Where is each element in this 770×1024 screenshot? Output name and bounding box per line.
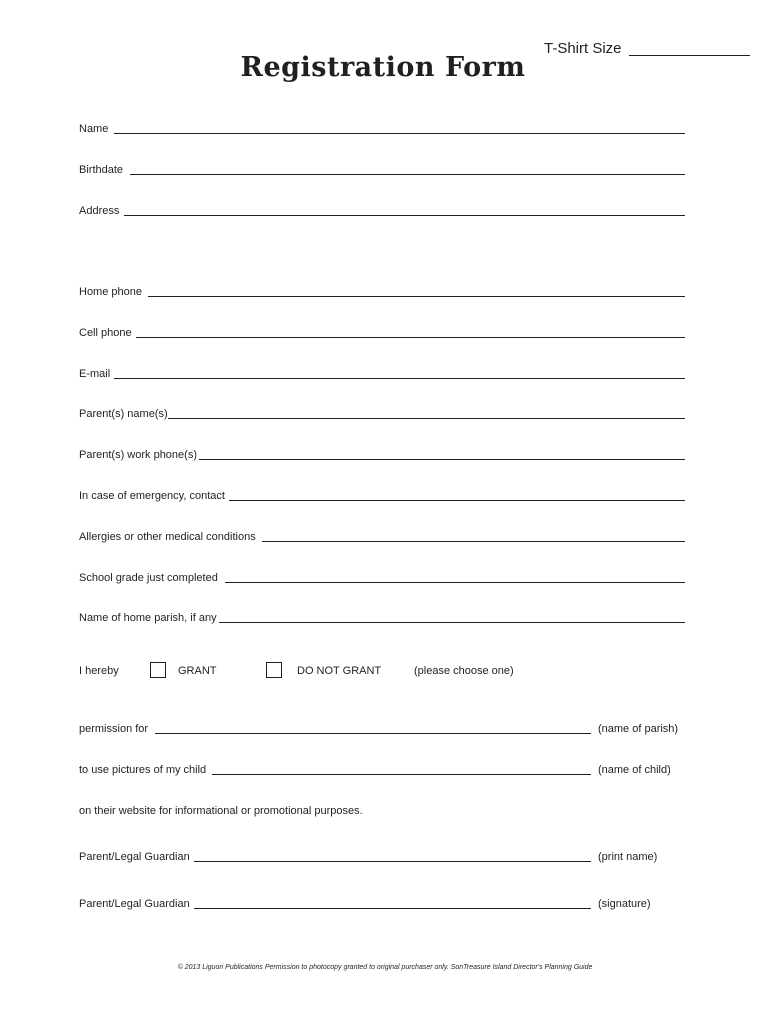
name-field[interactable] [114,133,685,134]
do-not-grant-checkbox[interactable] [266,662,282,678]
guardian-signature-field[interactable] [194,908,591,909]
guardian-print-label: Parent/Legal Guardian [79,851,190,863]
copyright-footer: © 2013 Liguori Publications Permission to photocopy granted to original purchaser only. SonTreasure Island Director's Planning Guide [177,964,593,971]
i-hereby-label: I hereby [79,665,119,677]
grant-checkbox[interactable] [150,662,166,678]
birthdate-field[interactable] [130,174,685,175]
print-name-hint: (print name) [598,851,658,863]
school-grade-label: School grade just completed [79,572,218,584]
permission-for-label: permission for [79,723,149,735]
use-pictures-label: to use pictures of my child [79,764,207,776]
birthdate-label: Birthdate [79,164,124,176]
parish-name-field[interactable] [155,733,591,734]
grant-label: GRANT [178,665,217,677]
cell-phone-field[interactable] [136,337,685,338]
cell-phone-label: Cell phone [79,327,132,339]
home-phone-field[interactable] [148,296,685,297]
child-name-field[interactable] [212,774,591,775]
do-not-grant-label: DO NOT GRANT [297,665,382,677]
emergency-contact-label: In case of emergency, contact [79,490,225,502]
email-field[interactable] [114,378,685,379]
parish-name-hint: (name of parish) [598,723,679,735]
tshirt-size-label: T-Shirt Size [544,40,622,57]
page-title: Registration Form [240,52,526,83]
choose-one-note: (please choose one) [414,665,514,677]
home-parish-label: Name of home parish, if any [79,612,217,624]
address-field[interactable] [124,215,685,216]
school-grade-field[interactable] [225,582,685,583]
emergency-contact-field[interactable] [229,500,685,501]
signature-hint: (signature) [598,898,651,910]
address-label: Address [79,205,120,217]
website-purpose-text: on their website for informational or promotional purposes. [79,805,363,817]
allergies-field[interactable] [262,541,685,542]
guardian-print-name-field[interactable] [194,861,591,862]
parents-names-label: Parent(s) name(s) [79,408,168,420]
parents-work-phone-label: Parent(s) work phone(s) [79,449,197,461]
allergies-label: Allergies or other medical conditions [79,531,256,543]
child-name-hint: (name of child) [598,764,671,776]
guardian-signature-label: Parent/Legal Guardian [79,898,190,910]
parents-names-field[interactable] [168,418,685,419]
email-label: E-mail [79,368,111,380]
name-label: Name [79,123,109,135]
parents-work-phone-field[interactable] [199,459,685,460]
home-phone-label: Home phone [79,286,142,298]
home-parish-field[interactable] [219,622,685,623]
